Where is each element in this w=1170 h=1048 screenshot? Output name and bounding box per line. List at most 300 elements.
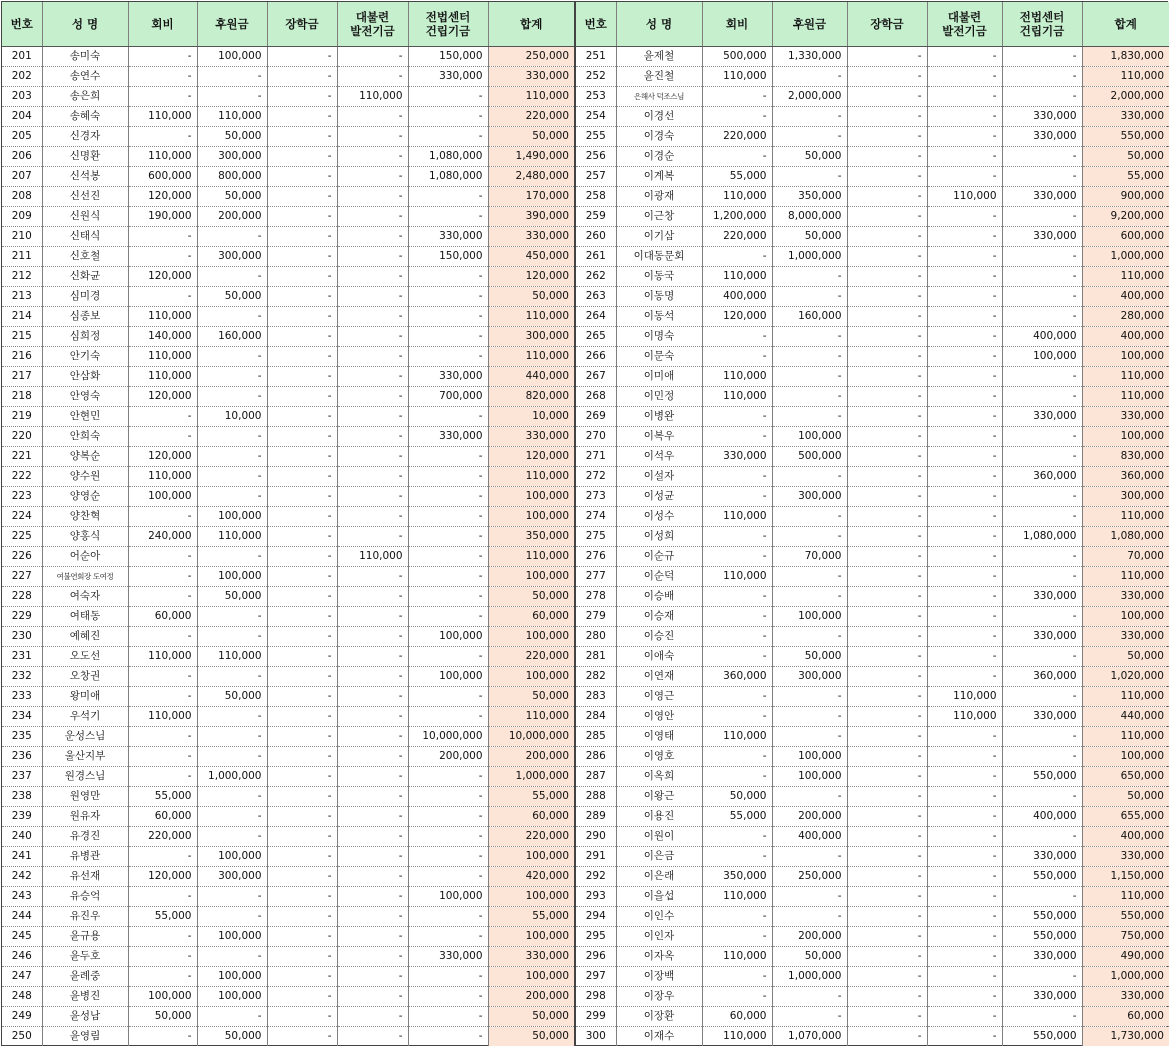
cell-total: 350,000 bbox=[488, 526, 574, 546]
table-row bbox=[2, 926, 574, 946]
cell-fee: 110,000 bbox=[702, 386, 772, 406]
cell-center-fund: - bbox=[1002, 386, 1082, 406]
cell-center-fund: 400,000 bbox=[1002, 326, 1082, 346]
cell-sponsor: 200,000 bbox=[197, 206, 267, 226]
cell-scholarship: - bbox=[267, 566, 337, 586]
cell-total: 100,000 bbox=[488, 966, 574, 986]
cell-scholarship: - bbox=[847, 906, 927, 926]
cell-total: 440,000 bbox=[488, 366, 574, 386]
cell-no: 241 bbox=[2, 846, 42, 866]
cell-total: 420,000 bbox=[488, 866, 574, 886]
cell-sponsor: - bbox=[197, 666, 267, 686]
cell-dev-fund: - bbox=[337, 606, 408, 626]
cell-no: 211 bbox=[2, 246, 42, 266]
cell-scholarship: - bbox=[267, 466, 337, 486]
cell-fee: - bbox=[128, 626, 197, 646]
table-row bbox=[576, 106, 1169, 126]
table-row bbox=[576, 486, 1169, 506]
cell-scholarship: - bbox=[847, 606, 927, 626]
cell-name: 이승진 bbox=[616, 626, 702, 646]
cell-fee: - bbox=[128, 1026, 197, 1046]
table-row bbox=[2, 546, 574, 566]
cell-scholarship: - bbox=[847, 286, 927, 306]
cell-center-fund: - bbox=[408, 326, 488, 346]
table-row bbox=[2, 1006, 574, 1026]
center-fund-line-1: 전법센터 bbox=[1019, 9, 1065, 24]
cell-center-fund: 100,000 bbox=[1002, 346, 1082, 366]
cell-name: 안삼화 bbox=[42, 366, 128, 386]
cell-scholarship: - bbox=[267, 186, 337, 206]
cell-name: 양복순 bbox=[42, 446, 128, 466]
cell-dev-fund: - bbox=[337, 306, 408, 326]
cell-dev-fund: - bbox=[337, 386, 408, 406]
cell-name: 어순아 bbox=[42, 546, 128, 566]
cell-no: 272 bbox=[576, 466, 616, 486]
cell-scholarship: - bbox=[847, 326, 927, 346]
cell-sponsor: - bbox=[772, 386, 847, 406]
cell-total: 250,000 bbox=[488, 46, 574, 66]
table-row bbox=[2, 326, 574, 346]
cell-no: 275 bbox=[576, 526, 616, 546]
cell-center-fund: - bbox=[1002, 606, 1082, 626]
cell-fee: - bbox=[128, 426, 197, 446]
cell-name: 이애숙 bbox=[616, 646, 702, 666]
table-row bbox=[2, 306, 574, 326]
cell-scholarship: - bbox=[847, 886, 927, 906]
cell-fee: - bbox=[128, 686, 197, 706]
cell-name: 양홍식 bbox=[42, 526, 128, 546]
cell-center-fund: - bbox=[408, 86, 488, 106]
cell-sponsor: 100,000 bbox=[772, 766, 847, 786]
cell-fee: - bbox=[128, 966, 197, 986]
table-row bbox=[576, 1006, 1169, 1026]
table-row bbox=[2, 986, 574, 1006]
cell-name: 오도선 bbox=[42, 646, 128, 666]
cell-sponsor: 8,000,000 bbox=[772, 206, 847, 226]
cell-fee: 120,000 bbox=[128, 186, 197, 206]
cell-sponsor: - bbox=[772, 626, 847, 646]
cell-sponsor: 50,000 bbox=[197, 686, 267, 706]
cell-center-fund: - bbox=[408, 686, 488, 706]
cell-center-fund: 330,000 bbox=[1002, 986, 1082, 1006]
cell-center-fund: 330,000 bbox=[1002, 226, 1082, 246]
cell-fee: - bbox=[128, 746, 197, 766]
cell-sponsor: - bbox=[197, 746, 267, 766]
cell-total: 330,000 bbox=[488, 66, 574, 86]
table-row bbox=[2, 686, 574, 706]
cell-no: 243 bbox=[2, 886, 42, 906]
cell-scholarship: - bbox=[267, 206, 337, 226]
cell-name: 신명환 bbox=[42, 146, 128, 166]
cell-scholarship: - bbox=[267, 546, 337, 566]
cell-sponsor: - bbox=[197, 726, 267, 746]
cell-dev-fund: - bbox=[927, 506, 1002, 526]
cell-sponsor: 110,000 bbox=[197, 526, 267, 546]
cell-fee: 1,200,000 bbox=[702, 206, 772, 226]
cell-no: 296 bbox=[576, 946, 616, 966]
cell-dev-fund: - bbox=[927, 1006, 1002, 1026]
cell-dev-fund: - bbox=[337, 66, 408, 86]
cell-no: 233 bbox=[2, 686, 42, 706]
cell-total: 330,000 bbox=[488, 426, 574, 446]
cell-dev-fund: - bbox=[927, 766, 1002, 786]
table-row bbox=[576, 666, 1169, 686]
cell-fee: 50,000 bbox=[702, 786, 772, 806]
cell-sponsor: - bbox=[772, 286, 847, 306]
cell-sponsor: - bbox=[772, 886, 847, 906]
cell-fee: - bbox=[702, 346, 772, 366]
cell-no: 227 bbox=[2, 566, 42, 586]
cell-center-fund: 1,080,000 bbox=[408, 146, 488, 166]
cell-name: 신경자 bbox=[42, 126, 128, 146]
table-row bbox=[2, 706, 574, 726]
cell-sponsor: - bbox=[772, 566, 847, 586]
cell-name: 이성균 bbox=[616, 486, 702, 506]
cell-total: 60,000 bbox=[488, 806, 574, 826]
cell-center-fund: 360,000 bbox=[1002, 666, 1082, 686]
cell-fee: 110,000 bbox=[702, 886, 772, 906]
cell-name: 여불연회장 도여정 bbox=[42, 566, 128, 586]
cell-scholarship: - bbox=[267, 806, 337, 826]
cell-sponsor: 100,000 bbox=[197, 566, 267, 586]
table-row bbox=[2, 586, 574, 606]
cell-sponsor: - bbox=[197, 826, 267, 846]
cell-scholarship: - bbox=[847, 366, 927, 386]
cell-sponsor: 50,000 bbox=[772, 646, 847, 666]
cell-sponsor: - bbox=[197, 446, 267, 466]
cell-dev-fund: - bbox=[927, 666, 1002, 686]
cell-total: 390,000 bbox=[488, 206, 574, 226]
cell-dev-fund: - bbox=[927, 346, 1002, 366]
cell-name: 윤성남 bbox=[42, 1006, 128, 1026]
cell-center-fund: - bbox=[1002, 966, 1082, 986]
cell-sponsor: 300,000 bbox=[772, 666, 847, 686]
cell-center-fund: - bbox=[1002, 366, 1082, 386]
cell-center-fund: - bbox=[1002, 146, 1082, 166]
cell-center-fund: - bbox=[408, 406, 488, 426]
cell-scholarship: - bbox=[847, 226, 927, 246]
cell-center-fund: 550,000 bbox=[1002, 766, 1082, 786]
table-row bbox=[576, 926, 1169, 946]
cell-dev-fund: - bbox=[927, 46, 1002, 66]
col-header-dev-fund bbox=[927, 2, 1002, 46]
cell-dev-fund: - bbox=[337, 986, 408, 1006]
cell-fee: - bbox=[702, 826, 772, 846]
cell-total: 1,830,000 bbox=[1082, 46, 1169, 66]
cell-scholarship: - bbox=[267, 226, 337, 246]
cell-total: 400,000 bbox=[1082, 286, 1169, 306]
cell-total: 110,000 bbox=[488, 706, 574, 726]
cell-dev-fund: - bbox=[337, 846, 408, 866]
cell-fee: - bbox=[128, 766, 197, 786]
cell-no: 217 bbox=[2, 366, 42, 386]
cell-total: 100,000 bbox=[488, 666, 574, 686]
cell-sponsor: 100,000 bbox=[197, 46, 267, 66]
table-row bbox=[576, 446, 1169, 466]
cell-scholarship: - bbox=[267, 306, 337, 326]
cell-center-fund: - bbox=[408, 966, 488, 986]
cell-total: 110,000 bbox=[488, 306, 574, 326]
cell-no: 203 bbox=[2, 86, 42, 106]
cell-no: 221 bbox=[2, 446, 42, 466]
cell-total: 100,000 bbox=[488, 566, 574, 586]
cell-no: 207 bbox=[2, 166, 42, 186]
cell-fee: - bbox=[702, 426, 772, 446]
cell-dev-fund: - bbox=[927, 246, 1002, 266]
table-row bbox=[2, 66, 574, 86]
cell-no: 237 bbox=[2, 766, 42, 786]
cell-fee: 120,000 bbox=[128, 386, 197, 406]
col-header-total: 합계 bbox=[488, 2, 574, 46]
cell-sponsor: - bbox=[197, 486, 267, 506]
cell-fee: 110,000 bbox=[702, 1026, 772, 1046]
cell-name: 이기삼 bbox=[616, 226, 702, 246]
cell-scholarship: - bbox=[847, 706, 927, 726]
cell-dev-fund: - bbox=[927, 386, 1002, 406]
cell-scholarship: - bbox=[267, 826, 337, 846]
cell-fee: - bbox=[702, 966, 772, 986]
cell-name: 유경진 bbox=[42, 826, 128, 846]
cell-total: 1,020,000 bbox=[1082, 666, 1169, 686]
cell-no: 242 bbox=[2, 866, 42, 886]
cell-sponsor: 300,000 bbox=[197, 246, 267, 266]
cell-total: 1,000,000 bbox=[488, 766, 574, 786]
cell-no: 220 bbox=[2, 426, 42, 446]
cell-sponsor: 1,000,000 bbox=[772, 246, 847, 266]
cell-scholarship: - bbox=[267, 166, 337, 186]
cell-total: 330,000 bbox=[1082, 626, 1169, 646]
cell-total: 55,000 bbox=[1082, 166, 1169, 186]
cell-name: 우석기 bbox=[42, 706, 128, 726]
cell-dev-fund: - bbox=[927, 286, 1002, 306]
cell-sponsor: - bbox=[772, 1006, 847, 1026]
cell-no: 239 bbox=[2, 806, 42, 826]
cell-dev-fund: - bbox=[927, 566, 1002, 586]
table-row bbox=[576, 246, 1169, 266]
cell-total: 55,000 bbox=[488, 906, 574, 926]
cell-fee: - bbox=[128, 86, 197, 106]
cell-name: 이장우 bbox=[616, 986, 702, 1006]
cell-name: 울산지부 bbox=[42, 746, 128, 766]
cell-name: 안현민 bbox=[42, 406, 128, 426]
cell-total: 120,000 bbox=[488, 266, 574, 286]
cell-scholarship: - bbox=[847, 826, 927, 846]
cell-no: 224 bbox=[2, 506, 42, 526]
table-row bbox=[2, 466, 574, 486]
cell-fee: 110,000 bbox=[128, 706, 197, 726]
cell-scholarship: - bbox=[847, 946, 927, 966]
cell-sponsor: - bbox=[772, 506, 847, 526]
cell-scholarship: - bbox=[847, 766, 927, 786]
cell-name: 왕미애 bbox=[42, 686, 128, 706]
cell-sponsor: 50,000 bbox=[197, 126, 267, 146]
cell-sponsor: - bbox=[197, 906, 267, 926]
cell-center-fund: - bbox=[408, 126, 488, 146]
col-header-scholarship: 장학금 bbox=[267, 2, 337, 46]
cell-scholarship: - bbox=[847, 966, 927, 986]
cell-center-fund: - bbox=[1002, 486, 1082, 506]
cell-no: 248 bbox=[2, 986, 42, 1006]
cell-dev-fund: - bbox=[927, 866, 1002, 886]
cell-center-fund: - bbox=[408, 106, 488, 126]
cell-center-fund: - bbox=[408, 806, 488, 826]
table-row bbox=[2, 886, 574, 906]
cell-scholarship: - bbox=[847, 146, 927, 166]
cell-scholarship: - bbox=[847, 726, 927, 746]
cell-scholarship: - bbox=[847, 346, 927, 366]
cell-total: 50,000 bbox=[1082, 646, 1169, 666]
cell-no: 266 bbox=[576, 346, 616, 366]
cell-name: 이병완 bbox=[616, 406, 702, 426]
cell-name: 송은희 bbox=[42, 86, 128, 106]
cell-scholarship: - bbox=[847, 266, 927, 286]
cell-total: 330,000 bbox=[488, 226, 574, 246]
cell-total: 280,000 bbox=[1082, 306, 1169, 326]
cell-no: 267 bbox=[576, 366, 616, 386]
cell-name: 여숙자 bbox=[42, 586, 128, 606]
cell-fee: 110,000 bbox=[128, 646, 197, 666]
cell-scholarship: - bbox=[267, 346, 337, 366]
cell-no: 269 bbox=[576, 406, 616, 426]
table-row bbox=[576, 266, 1169, 286]
cell-center-fund: - bbox=[408, 186, 488, 206]
table-row bbox=[2, 86, 574, 106]
cell-fee: 55,000 bbox=[128, 786, 197, 806]
cell-name: 이석우 bbox=[616, 446, 702, 466]
cell-dev-fund: - bbox=[337, 746, 408, 766]
table-row bbox=[576, 226, 1169, 246]
cell-total: 55,000 bbox=[488, 786, 574, 806]
cell-name: 이장백 bbox=[616, 966, 702, 986]
cell-dev-fund: - bbox=[337, 126, 408, 146]
cell-dev-fund: - bbox=[337, 946, 408, 966]
cell-no: 259 bbox=[576, 206, 616, 226]
cell-name: 이민정 bbox=[616, 386, 702, 406]
cell-fee: 60,000 bbox=[128, 606, 197, 626]
cell-dev-fund: - bbox=[927, 526, 1002, 546]
cell-no: 288 bbox=[576, 786, 616, 806]
cell-dev-fund: - bbox=[927, 266, 1002, 286]
cell-name: 이영호 bbox=[616, 746, 702, 766]
left-table-panel bbox=[2, 2, 576, 1045]
cell-fee: 220,000 bbox=[128, 826, 197, 846]
cell-center-fund: - bbox=[1002, 46, 1082, 66]
cell-no: 205 bbox=[2, 126, 42, 146]
cell-name: 이왕근 bbox=[616, 786, 702, 806]
cell-dev-fund: - bbox=[337, 866, 408, 886]
cell-name: 운성스님 bbox=[42, 726, 128, 746]
table-row bbox=[576, 326, 1169, 346]
col-header-total: 합계 bbox=[1082, 2, 1169, 46]
cell-sponsor: - bbox=[197, 786, 267, 806]
cell-scholarship: - bbox=[267, 726, 337, 746]
right-table bbox=[576, 2, 1169, 1046]
cell-scholarship: - bbox=[847, 806, 927, 826]
table-row bbox=[576, 986, 1169, 1006]
table-row bbox=[2, 726, 574, 746]
cell-fee: 120,000 bbox=[702, 306, 772, 326]
cell-center-fund: - bbox=[1002, 246, 1082, 266]
cell-fee: 360,000 bbox=[702, 666, 772, 686]
cell-sponsor: 10,000 bbox=[197, 406, 267, 426]
cell-name: 이계복 bbox=[616, 166, 702, 186]
cell-scholarship: - bbox=[847, 46, 927, 66]
cell-name: 여태동 bbox=[42, 606, 128, 626]
cell-center-fund: 330,000 bbox=[1002, 126, 1082, 146]
cell-sponsor: 200,000 bbox=[772, 926, 847, 946]
cell-total: 10,000 bbox=[488, 406, 574, 426]
cell-center-fund: 330,000 bbox=[408, 946, 488, 966]
cell-dev-fund: - bbox=[927, 746, 1002, 766]
cell-fee: - bbox=[702, 706, 772, 726]
cell-name: 이명숙 bbox=[616, 326, 702, 346]
cell-total: 1,150,000 bbox=[1082, 866, 1169, 886]
cell-center-fund: 330,000 bbox=[1002, 106, 1082, 126]
table-row bbox=[576, 886, 1169, 906]
cell-total: 50,000 bbox=[488, 126, 574, 146]
cell-center-fund: 330,000 bbox=[1002, 186, 1082, 206]
cell-no: 300 bbox=[576, 1026, 616, 1046]
cell-name: 심종보 bbox=[42, 306, 128, 326]
cell-sponsor: - bbox=[197, 626, 267, 646]
cell-sponsor: - bbox=[772, 366, 847, 386]
cell-no: 282 bbox=[576, 666, 616, 686]
cell-scholarship: - bbox=[847, 846, 927, 866]
cell-dev-fund: - bbox=[337, 326, 408, 346]
header-row bbox=[2, 2, 574, 46]
cell-fee: - bbox=[128, 406, 197, 426]
table-row bbox=[2, 966, 574, 986]
cell-dev-fund: - bbox=[927, 466, 1002, 486]
cell-fee: - bbox=[702, 406, 772, 426]
cell-scholarship: - bbox=[847, 446, 927, 466]
cell-dev-fund: - bbox=[927, 606, 1002, 626]
cell-scholarship: - bbox=[267, 746, 337, 766]
cell-fee: - bbox=[702, 106, 772, 126]
cell-sponsor: 100,000 bbox=[197, 506, 267, 526]
cell-fee: 110,000 bbox=[128, 346, 197, 366]
table-row bbox=[2, 166, 574, 186]
cell-name: 신석봉 bbox=[42, 166, 128, 186]
cell-scholarship: - bbox=[267, 866, 337, 886]
cell-no: 277 bbox=[576, 566, 616, 586]
table-row bbox=[2, 806, 574, 826]
cell-scholarship: - bbox=[267, 386, 337, 406]
cell-center-fund: - bbox=[408, 566, 488, 586]
cell-name: 송연수 bbox=[42, 66, 128, 86]
table-row bbox=[576, 166, 1169, 186]
cell-no: 210 bbox=[2, 226, 42, 246]
cell-dev-fund: - bbox=[337, 1006, 408, 1026]
cell-fee: 120,000 bbox=[128, 266, 197, 286]
cell-dev-fund: - bbox=[927, 586, 1002, 606]
cell-no: 263 bbox=[576, 286, 616, 306]
cell-fee: - bbox=[702, 646, 772, 666]
cell-total: 70,000 bbox=[1082, 546, 1169, 566]
cell-total: 1,490,000 bbox=[488, 146, 574, 166]
cell-no: 214 bbox=[2, 306, 42, 326]
cell-name: 이대동문회 bbox=[616, 246, 702, 266]
dev-fund-line-1: 대불련 bbox=[947, 9, 982, 24]
cell-no: 276 bbox=[576, 546, 616, 566]
table-row bbox=[576, 906, 1169, 926]
cell-name: 이승재 bbox=[616, 606, 702, 626]
cell-total: 1,730,000 bbox=[1082, 1026, 1169, 1046]
right-table-panel bbox=[576, 2, 1169, 1045]
table-row bbox=[576, 466, 1169, 486]
table-row bbox=[2, 486, 574, 506]
cell-dev-fund: - bbox=[927, 826, 1002, 846]
